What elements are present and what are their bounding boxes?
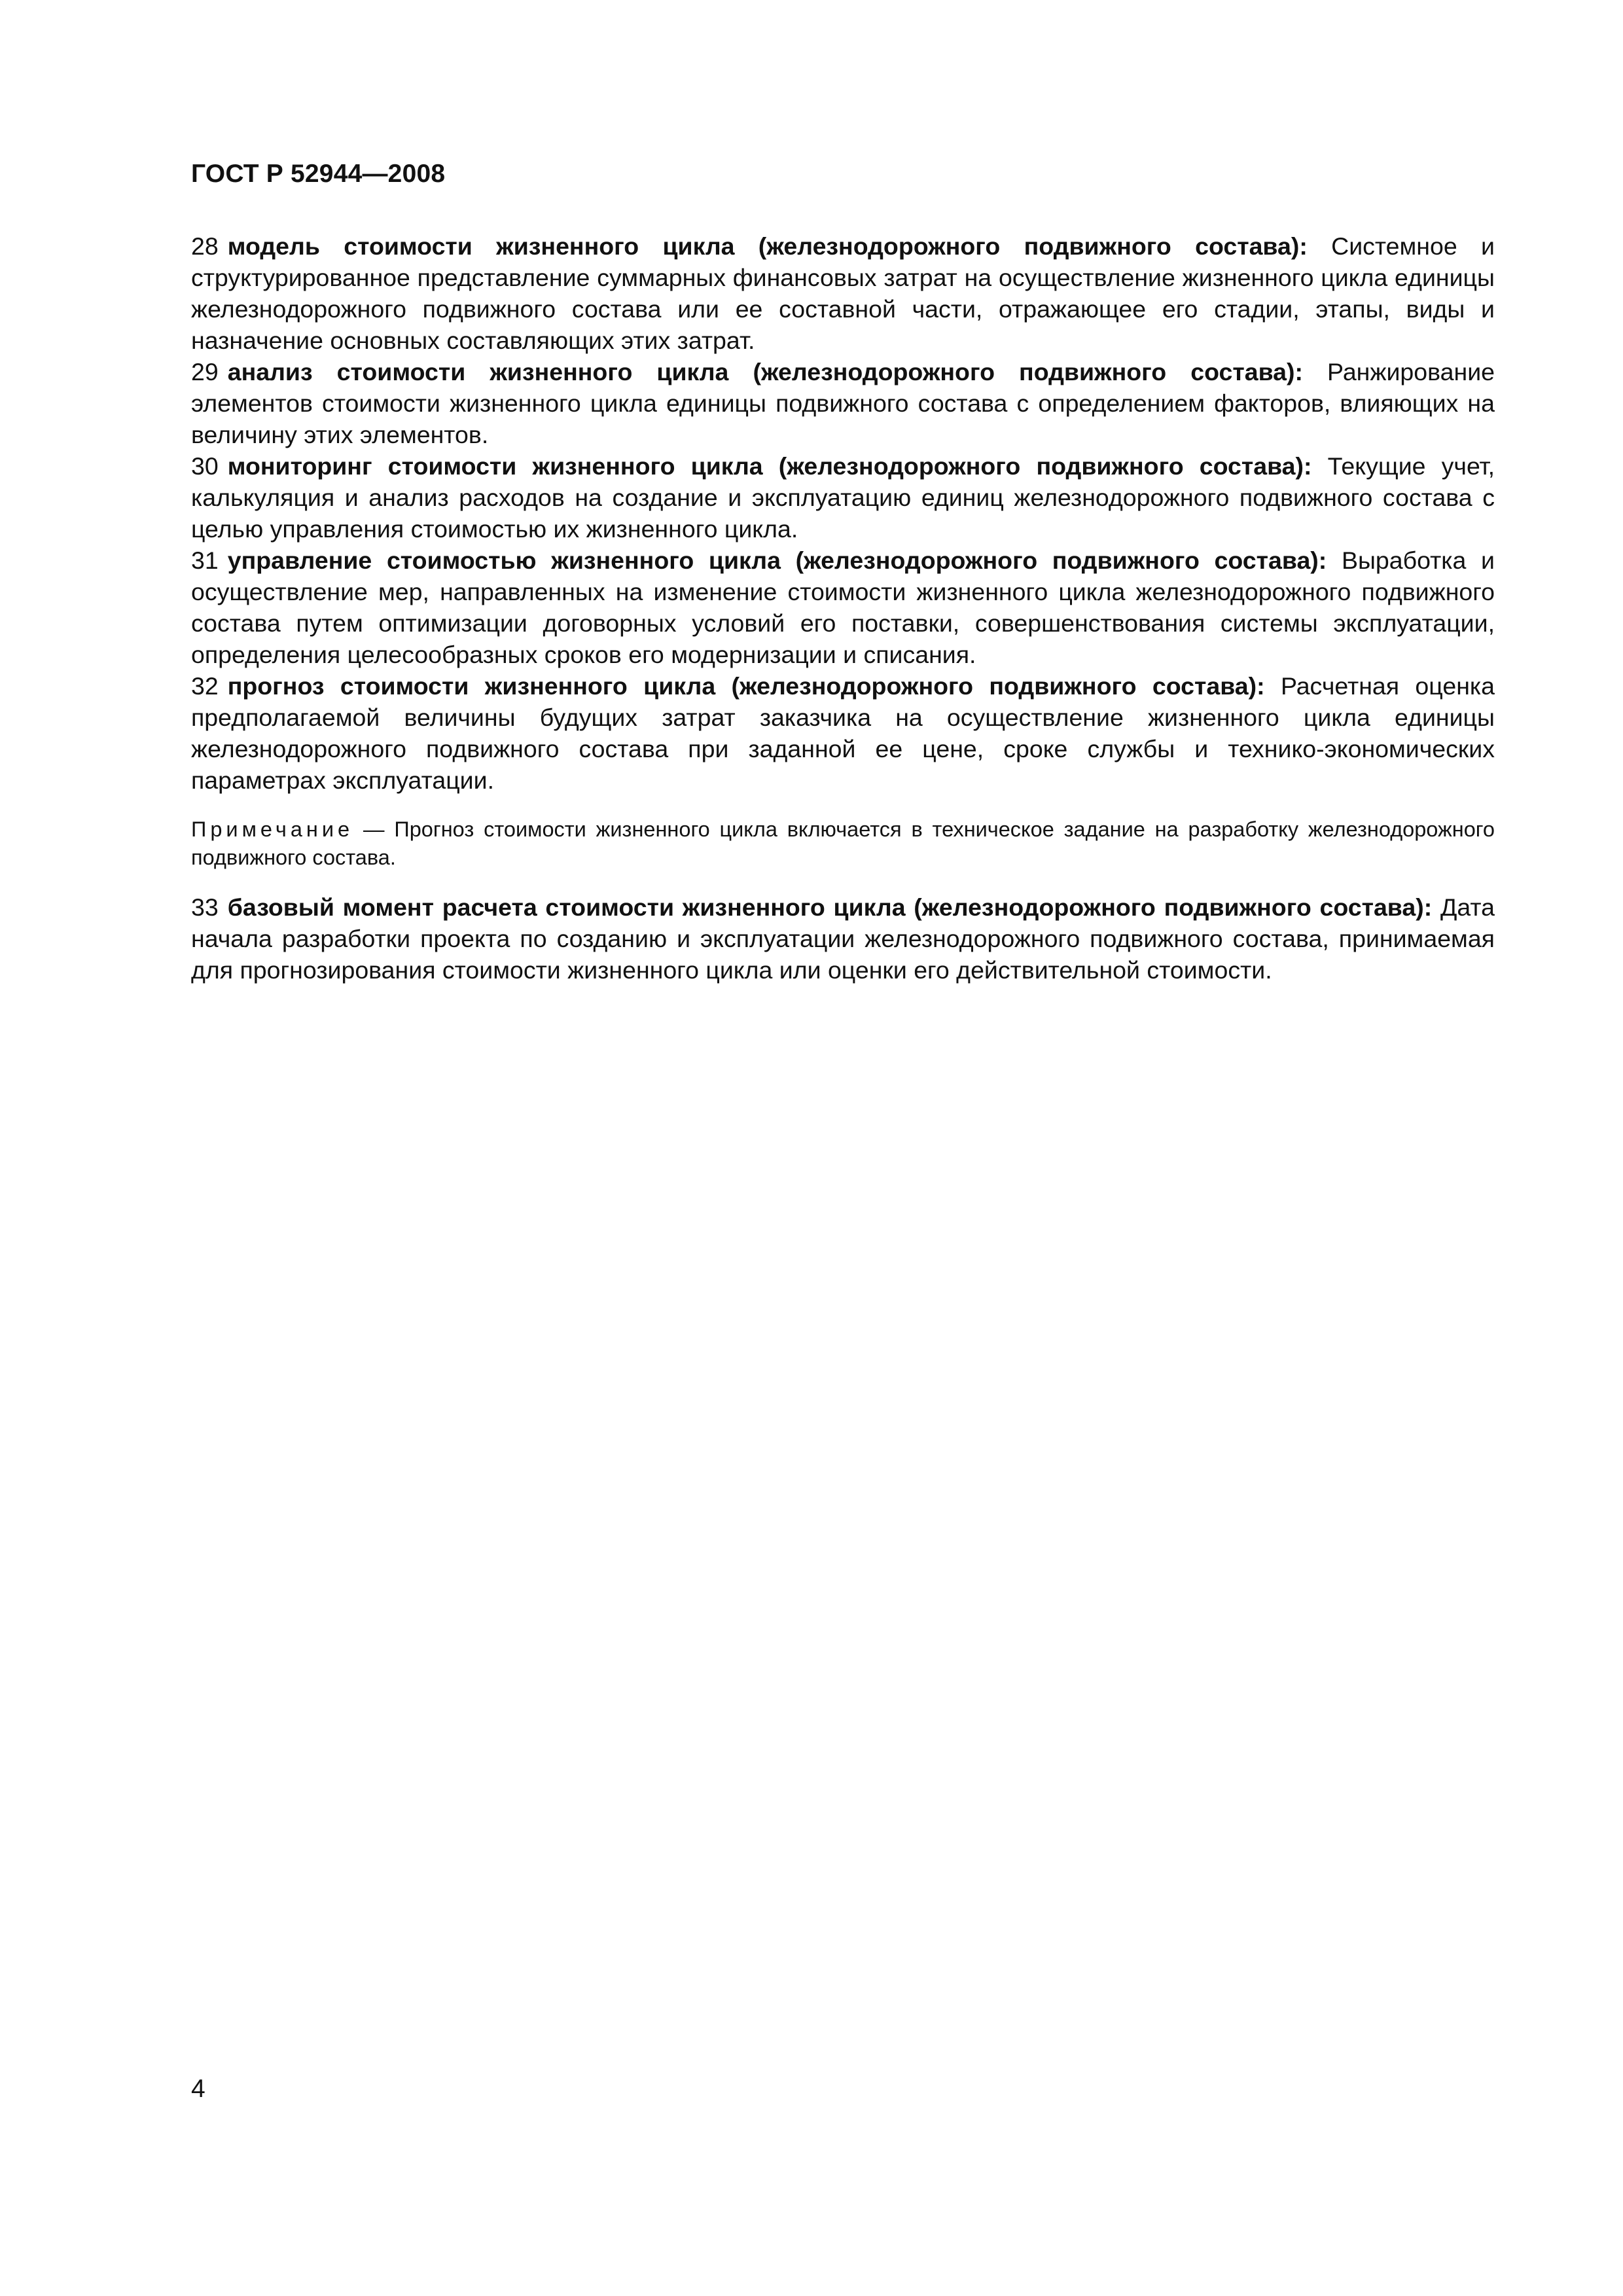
term-definition: Текущие учет, калькуляция и анализ расходов на создание и эксплуатацию единиц железнодорожного подвижного состава с целью управления стоимостью их жизненного цикла. [191, 452, 1495, 543]
term-entry-32 [191, 670, 1495, 796]
term-number: 32 [191, 672, 219, 700]
term-number: 29 [191, 358, 219, 386]
note-text: Прогноз стоимости жизненного цикла включается в техническое задание на разработку железнодорожного подвижного состава. [191, 817, 1495, 869]
term-entry-29 [191, 356, 1495, 450]
document-header-code: ГОСТ Р 52944—2008 [191, 160, 446, 188]
term-name: управление стоимостью жизненного цикла (железнодорожного подвижного состава): [227, 547, 1327, 574]
document-body [191, 230, 1495, 986]
term-name: мониторинг стоимости жизненного цикла (железнодорожного подвижного состава): [227, 452, 1312, 480]
term-name: базовый момент расчета стоимости жизненного цикла (железнодорожного подвижного состава): [227, 893, 1433, 921]
term-definition: Расчетная оценка предполагаемой величины будущих затрат заказчика на осуществление жизненного цикла единицы железнодорожного подвижного состава при заданной ее цене, сроке службы и технико-экономических параметрах эксплуатации. [191, 672, 1495, 794]
term-entry-30 [191, 450, 1495, 545]
term-definition: Дата начала разработки проекта по созданию и эксплуатации железнодорожного подвижного состава, принимаемая для прогнозирования стоимости жизненного цикла или оценки его действительной стоимости. [191, 893, 1495, 984]
term-number: 31 [191, 547, 219, 574]
term-entry-31 [191, 545, 1495, 670]
term-name: анализ стоимости жизненного цикла (железнодорожного подвижного состава): [227, 358, 1303, 386]
term-name: прогноз стоимости жизненного цикла (железнодорожного подвижного состава): [227, 672, 1265, 700]
term-definition: Ранжирование элементов стоимости жизненного цикла единицы подвижного состава с определением факторов, влияющих на величину этих элементов. [191, 358, 1495, 448]
note-label: Примечание [191, 817, 354, 841]
term-name: модель стоимости жизненного цикла (железнодорожного подвижного состава): [227, 232, 1308, 260]
note-separator: — [353, 817, 395, 841]
term-number: 30 [191, 452, 219, 480]
term-definition: Системное и структурированное представление суммарных финансовых затрат на осуществление жизненного цикла единицы железнодорожного подвижного состава или ее составной части, отражающее его стадии, этапы, виды и назначение основных составляющих этих затрат. [191, 232, 1495, 354]
term-definition: Выработка и осуществление мер, направленных на изменение стоимости жизненного цикла железнодорожного подвижного состава путем оптимизации договорных условий его поставки, совершенствования системы эксплуатации, определения целесообразных сроков его модернизации и списания. [191, 547, 1495, 668]
note-block [191, 816, 1495, 872]
term-number: 28 [191, 232, 219, 260]
term-number: 33 [191, 893, 219, 921]
page-number: 4 [191, 2075, 205, 2103]
term-entry-33 [191, 891, 1495, 986]
term-entry-28 [191, 230, 1495, 356]
